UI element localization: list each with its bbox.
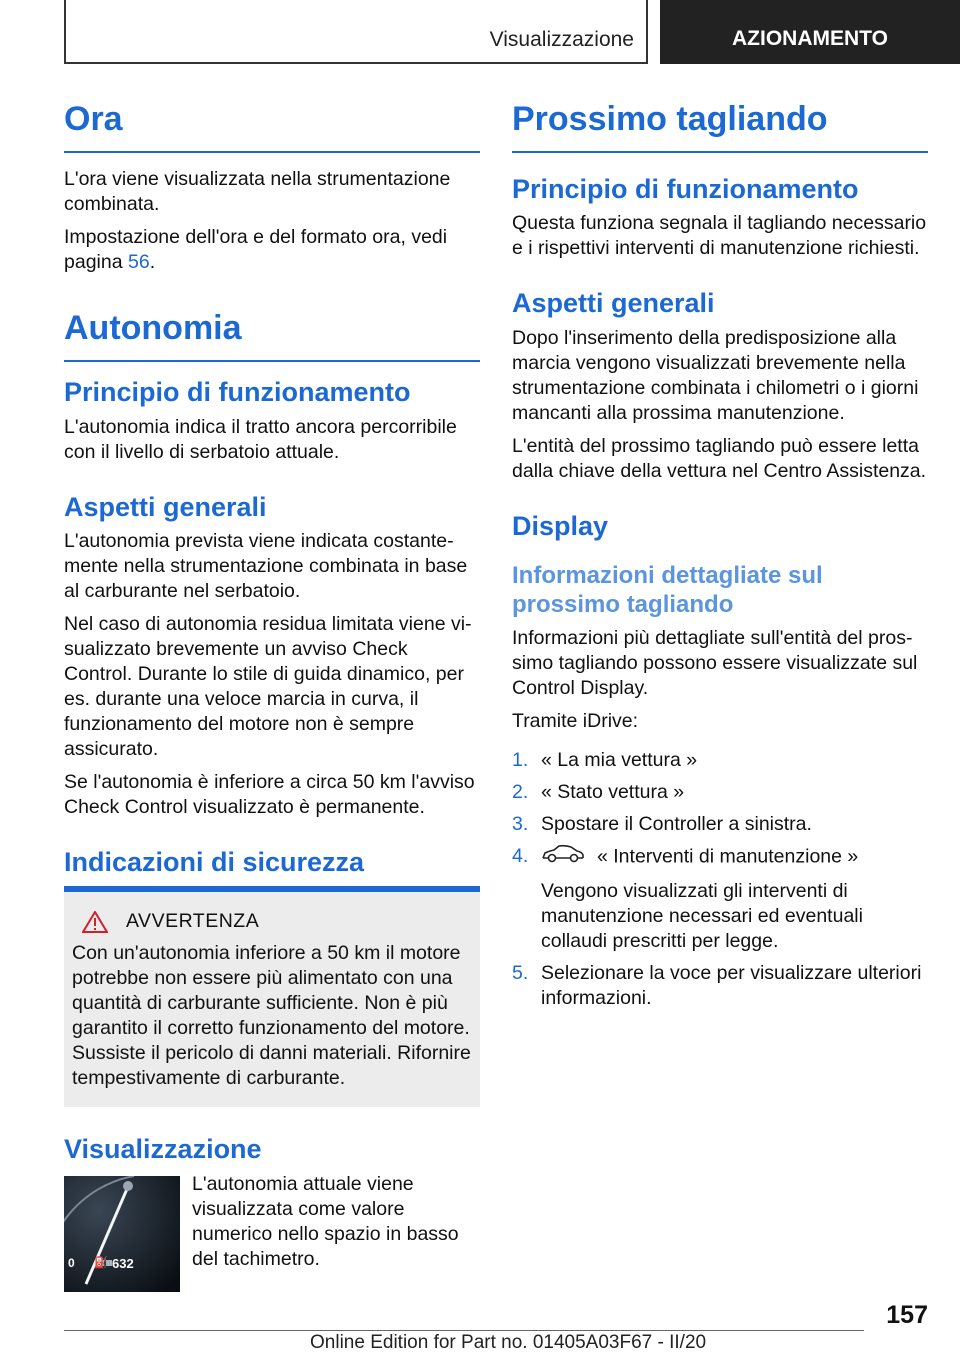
visualizzazione-block: [64, 1172, 480, 1292]
step-item: [512, 748, 928, 773]
tachometer-graphic: [64, 1176, 180, 1292]
page-link-56[interactable]: 56: [127, 251, 150, 274]
step-text[interactable]: « Interventi di manutenzione »: [597, 845, 859, 868]
visualizzazione-text-wrap: [192, 1172, 482, 1280]
ora-text-2: [64, 225, 480, 275]
step-text[interactable]: « La mia vettura »: [541, 748, 698, 771]
step-item: [512, 812, 928, 837]
warning-box: [64, 886, 480, 1107]
left-column: [64, 100, 480, 1292]
ora-text-2-end: .: [149, 251, 156, 274]
tachometer-zero: 0: [68, 1255, 75, 1270]
step-number: 2.: [512, 780, 529, 803]
tagliando-aspetti-text-1: Dopo l'inserimento della predisposizione alla marcia vengono visualizzati brevemente nella strumentazione combinata i chilometri o i giorni mancanti alla prossima manutenzione.: [512, 326, 919, 424]
ora-heading: Ora: [64, 100, 480, 153]
autonomia-principio-text: L'autonomia indica il tratto ancora percorribile con il livello di serbatoio attuale.: [64, 415, 457, 463]
tagliando-aspetti-text-2: L'entità del prossimo tagliando può essere letta dalla chiave della vettura nel Centro Assistenza.: [512, 434, 927, 482]
step-text: Selezionare la voce per visualizzare ulteriori informazioni.: [541, 961, 922, 1009]
page-number: 157: [886, 1301, 928, 1329]
sicurezza-heading: Indicazioni di sicurezza: [64, 846, 365, 877]
step-text[interactable]: « Stato vettura »: [541, 780, 685, 803]
step-number: 3.: [512, 812, 529, 835]
steps-list: [512, 748, 928, 1011]
visualizzazione-heading: Visualizzazione: [64, 1134, 262, 1165]
footer-rule: [64, 1330, 864, 1331]
header-section-title: Visualizzazione: [489, 28, 634, 51]
autonomia-aspetti-text-1: L'autonomia prevista viene indicata costantemente nella strumentazione combinata in base al carburante nel serbatoio.: [64, 529, 468, 602]
step-item: [512, 844, 928, 954]
ora-text-1: L'ora viene visualizzata nella strumentazione combinata.: [64, 168, 451, 216]
autonomia-principio-heading: Principio di funzionamento: [64, 377, 411, 408]
info-heading: Informazioni dettagliate sul prossimo tagliando: [512, 562, 823, 619]
step-item: [512, 780, 928, 805]
car-outline-icon: [541, 844, 585, 871]
step-number: 1.: [512, 748, 529, 771]
header-chapter-tab: AZIONAMENTO: [660, 0, 960, 64]
fuel-pump-icon: ⛽: [94, 1256, 108, 1269]
tagliando-heading: Prossimo tagliando: [512, 100, 928, 153]
autonomia-aspetti-text-3: Se l'autonomia è inferiore a circa 50 km l'avviso Check Control visualizzato è permanente.: [64, 770, 475, 818]
visualizzazione-text: L'autonomia attuale viene visualizzata come valore numerico nello spazio in basso del tachimetro.: [192, 1172, 459, 1270]
warning-triangle-icon: [82, 911, 108, 933]
warning-header: [72, 910, 472, 933]
ora-text-2-start: Impostazione dell'ora e del formato ora, vedi pagina: [64, 226, 448, 274]
tagliando-aspetti-heading: Aspetti generali: [512, 288, 715, 319]
step-number: 5.: [512, 961, 529, 984]
tachometer-image: [64, 1176, 180, 1292]
tramite-text: Tramite iDrive:: [512, 709, 639, 732]
tagliando-principio-heading: Principio di funzionamento: [512, 174, 859, 205]
tachometer-range-value: 632: [112, 1255, 134, 1271]
tagliando-principio-text: Questa funziona segnala il tagliando necessario e i rispettivi interventi di manutenzione richiesti.: [512, 212, 927, 260]
step-number: 4.: [512, 844, 529, 867]
info-text: Informazioni più dettagliate sull'entità del prossimo tagliando possono essere visualizzate sul Control Display.: [512, 626, 918, 699]
step-subtext: Vengono visualizzati gli interventi di manutenzione necessari ed eventuali collaudi prescritti per legge.: [541, 879, 863, 952]
warning-title: AVVERTENZA: [126, 910, 260, 933]
warning-text: Con un'autonomia inferiore a 50 km il motore potrebbe non essere più alimentato con una quantità di carburante sufficiente. Non è più garantito il corretto funzionamento del motore. Sussiste il pericolo di danni materiali. Rifornire tempestivamente di carburante.: [72, 942, 471, 1090]
autonomia-aspetti-text-2: Nel caso di autonomia residua limitata viene visualizzato brevemente un avviso Check Control. Durante lo stile di guida dinamico, per es. durante una veloce marcia in curva, il funzionamento del motore non è sempre assicurato.: [64, 612, 472, 760]
autonomia-heading: Autonomia: [64, 309, 480, 362]
step-item: [512, 961, 928, 1011]
display-heading: Display: [512, 510, 609, 541]
step-text: Spostare il Controller a sinistra.: [541, 812, 812, 835]
footer-edition: Online Edition for Part no. 01405A03F67 - II/20: [310, 1332, 707, 1353]
right-column: [512, 100, 928, 1018]
autonomia-aspetti-heading: Aspetti generali: [64, 491, 267, 522]
